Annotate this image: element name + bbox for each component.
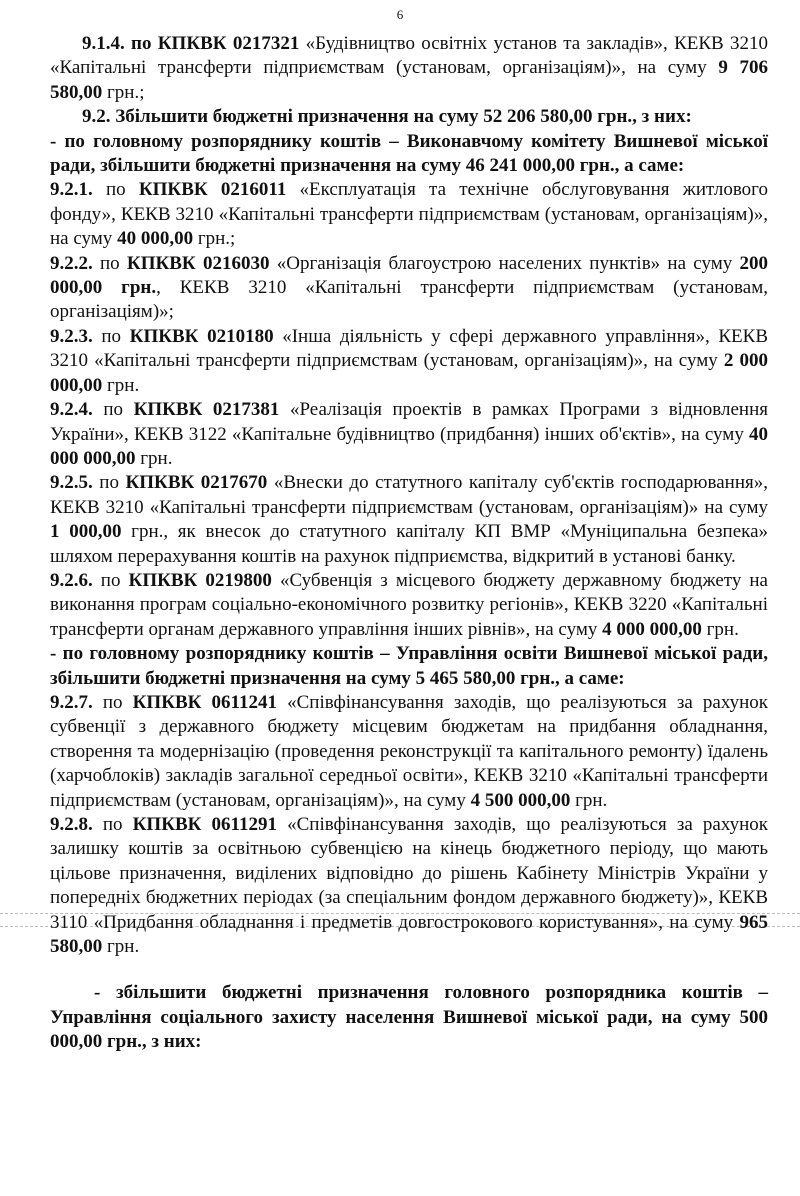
paragraph	[50, 105, 768, 129]
text-run: КПКВК 0217670	[125, 472, 268, 494]
text-run: грн.	[102, 374, 140, 396]
text-run: 965 580,00	[50, 911, 768, 958]
text-run: - по головному розпоряднику коштів – Виконавчому комітету Вишневої міської ради, збільшити бюджетні призначення на суму 46 241 000,00 грн., а саме:	[50, 130, 768, 177]
text-run: по	[92, 252, 127, 274]
paragraph	[50, 130, 768, 179]
paragraph	[50, 32, 768, 105]
text-run: «Співфінансування заходів, що реалізуються за рахунок залишку коштів за освітньою субвенцією на кінець бюджетного періоду, що мають цільове призначення, виділених відповідно до рішень Кабінету Міністрів України у попередніх бюджетних періодах (за спеціальним фондом державного бюджету)», КЕКВ 3110 «Придбання обладнання і предметів довгострокового користування», на суму	[50, 814, 769, 933]
text-run: по	[92, 325, 130, 347]
text-run: - по головному розпоряднику коштів – Управління освіти Вишневої міської ради, збільшити бюджетні призначення на суму 5 465 580,00 грн., а саме:	[50, 643, 768, 689]
text-run: 9.2.8.	[50, 814, 93, 835]
text-run: КПКВК 0210180	[129, 325, 274, 347]
text-run: 9.2.5.	[50, 472, 93, 494]
text-run: по	[92, 814, 133, 835]
paragraph-gap	[50, 959, 768, 981]
paragraph	[50, 471, 768, 569]
text-run: «Інша діяльність у сфері державного управління», КЕКВ 3210 «Капітальні трансферти підприємствам (установам, організаціям)», на суму	[50, 325, 768, 372]
paragraph	[50, 569, 768, 642]
text-run: «Експлуатація та технічне обслуговування житлового фонду», КЕКВ 3210 «Капітальні трансферти підприємствам (установам, організаціям)», на суму	[50, 179, 769, 250]
text-run: по	[92, 179, 139, 201]
text-run: 9.1.4. по КПКВК 0217321	[82, 33, 300, 54]
text-run: 40 000,00	[117, 228, 194, 250]
text-run: 9.2.1.	[50, 179, 93, 201]
paragraph	[50, 981, 768, 1054]
text-run: , КЕКВ 3210 «Капітальні трансферти підприємствам (установам, організаціям)»;	[50, 277, 768, 323]
page-number: 6	[396, 7, 404, 22]
paragraph	[50, 325, 768, 398]
text-run: КПКВК 0216011	[138, 179, 287, 201]
text-run: 4 500 000,00	[470, 789, 571, 811]
text-run: грн.	[102, 936, 140, 958]
text-run: КПКВК 0611241	[132, 691, 277, 713]
text-run: 2 000 000,00	[50, 350, 768, 396]
text-run: по	[92, 472, 126, 494]
paragraph	[50, 691, 768, 813]
text-run: КПКВК 0219800	[128, 569, 272, 591]
text-run: 9.2.2.	[50, 252, 93, 274]
text-run: по	[92, 691, 133, 713]
text-run: 9.2.3.	[50, 325, 93, 347]
text-run: по	[92, 399, 134, 421]
text-run: грн.	[135, 447, 173, 469]
text-run: грн.	[570, 789, 608, 811]
text-run: 9.2.6.	[50, 569, 93, 591]
text-run: КПКВК 0217381	[133, 399, 280, 421]
document-body	[50, 32, 768, 1055]
text-run: «Будівництво освітніх установ та закладів», КЕКВ 3210 «Капітальні трансферти підприємствам (установам, організаціям)», на суму	[50, 33, 768, 79]
text-run: 9.2.4.	[50, 399, 93, 421]
text-run: «Субвенція з місцевого бюджету державному бюджету на виконання програм соціально-економічного розвитку регіонів», КЕКВ 3220 «Капітальні трансферти органам державного управління інших рівнів», на суму	[50, 569, 768, 640]
text-run: 200 000,00 грн.	[50, 252, 768, 299]
text-run: грн.;	[102, 81, 145, 103]
text-run: 4 000 000,00	[602, 618, 702, 640]
text-run: «Співфінансування заходів, що реалізуються за рахунок субвенції з державного бюджету місцевим бюджетам на придбання обладнання, створення та модернізацію (проведення реконструкції та капітального ремонту) їдалень (харчоблоків) закладів загальної середньої освіти», КЕКВ 3210 «Капітальні трансферти підприємствам (установам, організаціям)», на суму	[50, 691, 769, 811]
text-run: КПКВК 0216030	[126, 252, 270, 274]
text-run: 9.2. Збільшити бюджетні призначення на суму 52 206 580,00 грн., з них:	[82, 106, 692, 128]
text-run: грн., як внесок до статутного капіталу КП ВМР «Муніципальна безпека» шляхом перерахування коштів на рахунок підприємства, відкритий в установі банку.	[50, 521, 769, 567]
text-run: по	[92, 569, 129, 591]
paragraph	[50, 813, 768, 959]
text-run: 9.2.7.	[50, 691, 93, 713]
text-run: 1 000,00	[50, 521, 122, 543]
text-run: «Внески до статутного капіталу суб'єктів господарювання», КЕКВ 3210 «Капітальні трансферти підприємствам (установам, організаціям)» на суму	[50, 472, 768, 518]
text-run: КПКВК 0611291	[132, 814, 277, 835]
text-run: 40 000 000,00	[50, 423, 768, 469]
text-run: - збільшити бюджетні призначення головного розпорядника коштів – Управління соціального захисту населення Вишневої міської ради, на суму 500 000,00 грн., з них:	[50, 982, 768, 1053]
text-run: грн.;	[193, 228, 236, 250]
paragraph	[50, 252, 768, 325]
text-run: «Організація благоустрою населених пунктів» на суму	[269, 252, 740, 274]
text-run: 9 706 580,00	[50, 57, 768, 103]
paragraph	[50, 642, 768, 691]
paragraph	[50, 398, 768, 471]
paragraph	[50, 178, 768, 251]
text-run: «Реалізація проектів в рамках Програми з відновлення України», КЕКВ 3122 «Капітальне будівництво (придбання) інших об'єктів», на суму	[50, 399, 768, 445]
text-run: грн.	[701, 618, 739, 640]
